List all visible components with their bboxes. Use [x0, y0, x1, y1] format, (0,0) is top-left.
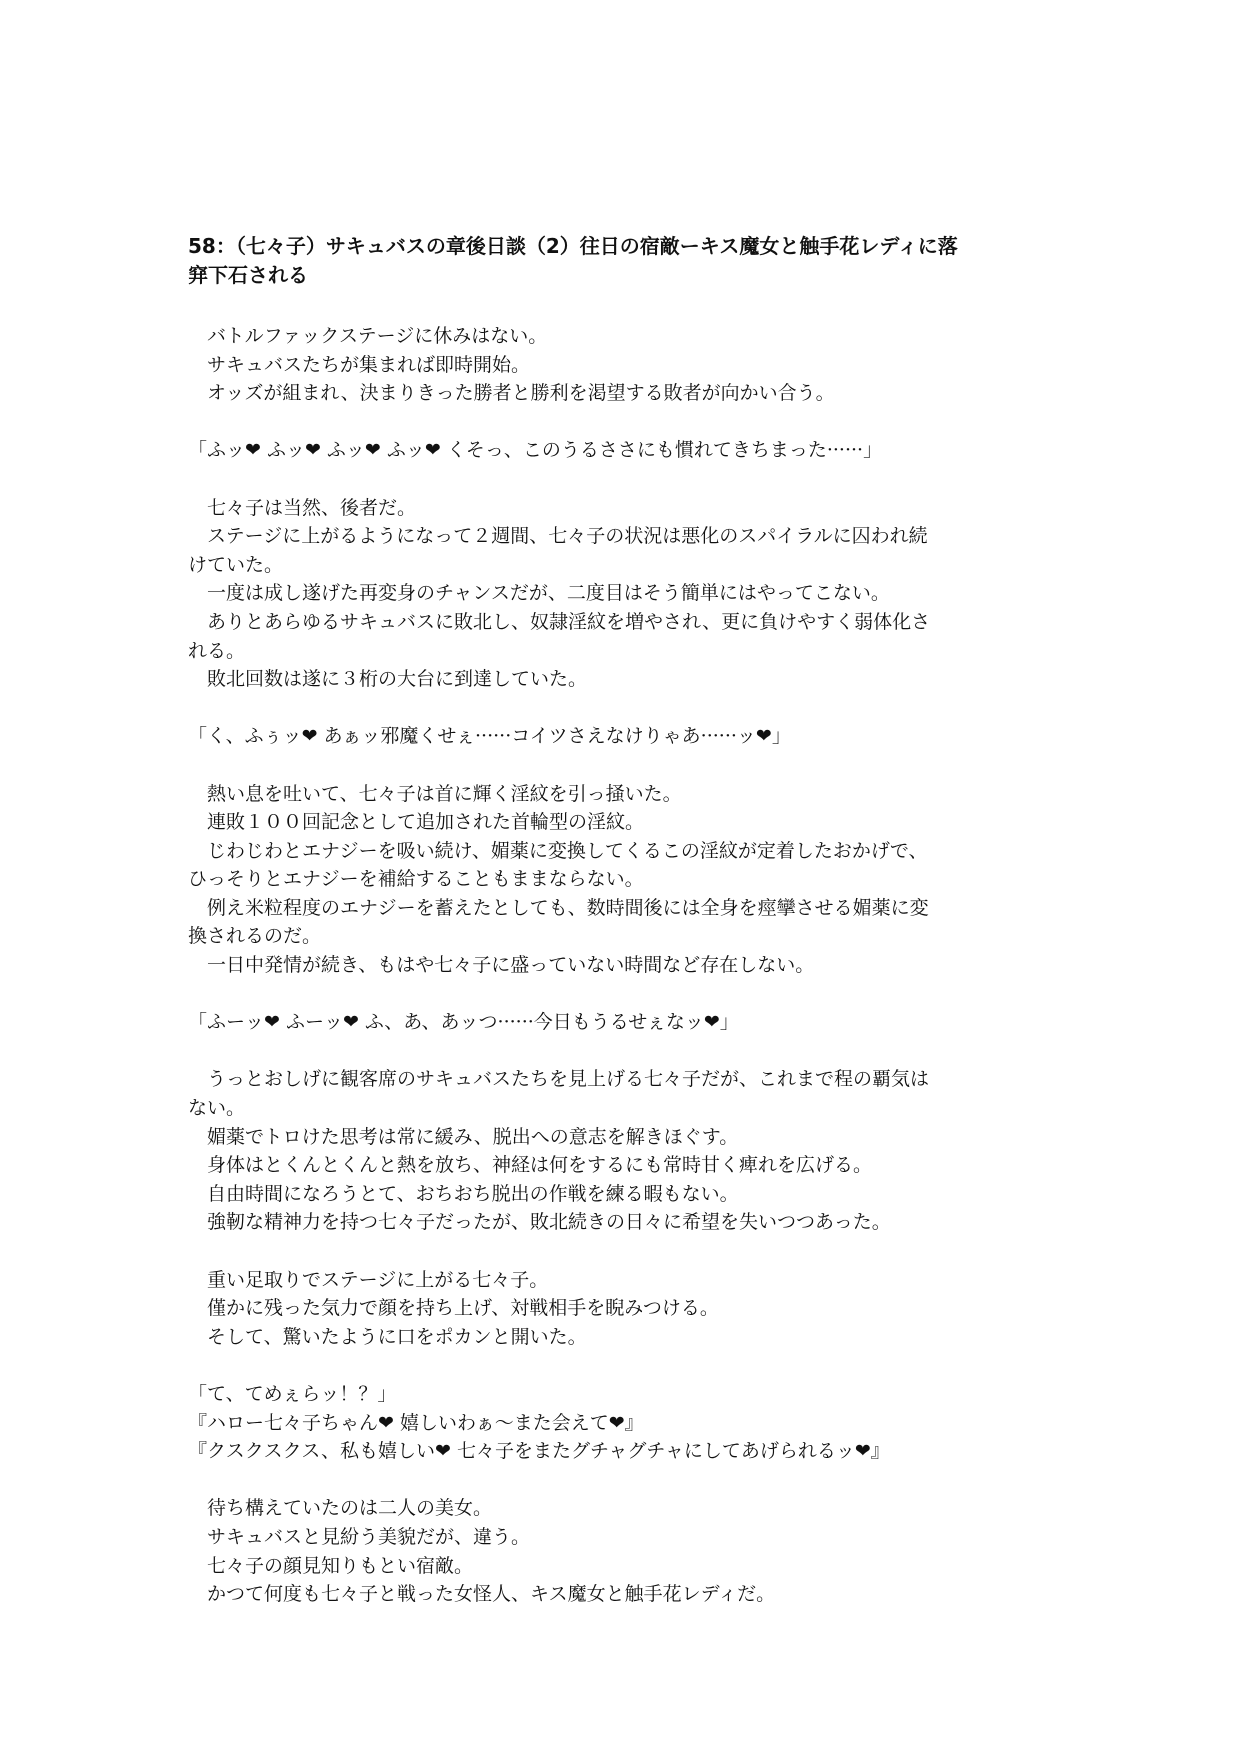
paragraph-line: 身体はとくんとくんと熱を放ち、神経は何をするにも常時甘く痺れを広げる。 — [188, 1154, 873, 1177]
paragraph-line: バトルファックステージに休みはない。 — [188, 325, 548, 347]
blank-line — [188, 980, 1058, 1009]
blank-line — [188, 1351, 1058, 1380]
paragraph-line: うっとおしげに観客席のサキュバスたちを見上げる七々子だが、これまで程の覇気は — [188, 1068, 930, 1091]
paragraph-line: ありとあらゆるサキュバスに敗北し、奴隷淫紋を増やされ、更に負けやすく弱体化さ — [188, 610, 931, 633]
dialogue-line: 『クスクスクス、私も嬉しい❤ 七々子をまたグチャグチャにしてあげられるッ❤』 — [188, 1440, 890, 1463]
chapter-title: 58：（七々子）サキュバスの章後日談（2）往日の宿敵ーキス魔女と触手花レディに落 穽下石される — [188, 234, 958, 287]
paragraph-line: じわじわとエナジーを吸い続け、媚薬に変換してくるこの淫紋が定着したおかげで、 — [188, 839, 928, 862]
blank-line — [188, 1237, 1058, 1266]
document-page — [188, 232, 1058, 1609]
blank-line — [188, 1466, 1058, 1495]
paragraph-line: 僅かに残った気力で顔を持ち上げ、対戦相手を睨みつける。 — [188, 1297, 719, 1320]
paragraph-line: 媚薬でトロけた思考は常に緩み、脱出への意志を解きほぐす。 — [188, 1125, 739, 1148]
dialogue-line: 『ハロー七々子ちゃん❤ 嬉しいわぁ～また会えて❤』 — [188, 1411, 644, 1434]
paragraph-line: けていた。 — [188, 553, 284, 576]
paragraph-line: れる。 — [188, 639, 246, 662]
paragraph-line: 連敗１００回記念として追加された首輪型の淫紋。 — [188, 811, 645, 834]
blank-line — [188, 1037, 1058, 1066]
dialogue-line: 「て、てめぇらッ！？」 — [188, 1382, 397, 1405]
blank-line — [188, 694, 1058, 723]
paragraph-line: 七々子は当然、後者だ。 — [188, 496, 417, 519]
paragraph-line: ひっそりとエナジーを補給することもままならない。 — [188, 868, 644, 891]
paragraph-line: ない。 — [188, 1097, 246, 1120]
paragraph-line: 一日中発情が続き、もはや七々子に盛っていない時間など存在しない。 — [188, 954, 815, 977]
paragraph-line: 強靭な精神力を持つ七々子だったが、敗北続きの日々に希望を失いつつあった。 — [188, 1211, 891, 1234]
paragraph-line: 例え米粒程度のエナジーを蓄えたとしても、数時間後には全身を痙攣させる媚薬に変 — [188, 896, 929, 919]
paragraph-line: かつて何度も七々子と戦った女怪人、キス魔女と触手花レディだ。 — [188, 1583, 776, 1606]
paragraph-line: そして、驚いたように口をポカンと開いた。 — [188, 1325, 587, 1348]
paragraph-line: 待ち構えていたのは二人の美女。 — [188, 1497, 493, 1520]
paragraph-line: サキュバスと見紛う美貌だが、違う。 — [188, 1525, 531, 1548]
dialogue-line: 「ふッ❤ ふッ❤ ふッ❤ ふッ❤ くそっ、このうるささにも慣れてきちまった······」 — [188, 439, 883, 462]
document-body — [188, 322, 1058, 1609]
blank-line — [188, 408, 1058, 437]
blank-line — [188, 465, 1058, 494]
paragraph-line: 一度は成し遂げた再変身のチャンスだが、二度目はそう簡単にはやってこない。 — [188, 582, 890, 605]
paragraph-line: 熱い息を吐いて、七々子は首に輝く淫紋を引っ掻いた。 — [188, 782, 682, 805]
paragraph-line: 敗北回数は遂に３桁の大台に到達していた。 — [188, 668, 588, 691]
dialogue-line: 「く、ふぅッ❤ あぁッ邪魔くせぇ······コイツさえなけりゃあ······ッ❤」 — [188, 725, 791, 748]
blank-line — [188, 751, 1058, 780]
paragraph-line: オッズが組まれ、決まりきった勝者と勝利を渇望する敗者が向かい合う。 — [188, 382, 835, 405]
paragraph-line: 七々子の顔見知りもとい宿敵。 — [188, 1554, 474, 1577]
dialogue-line: 「ふーッ❤ ふーッ❤ ふ、あ、あッつ······今日もうるせぇなッ❤」 — [188, 1011, 739, 1034]
paragraph-line: ステージに上がるようになって２週間、七々子の状況は悪化のスパイラルに囚われ続 — [188, 525, 928, 548]
paragraph-line: 重い足取りでステージに上がる七々子。 — [188, 1268, 549, 1291]
paragraph-line: サキュバスたちが集まれば即時開始。 — [188, 353, 531, 376]
paragraph-line: 換されるのだ。 — [188, 925, 322, 948]
paragraph-line: 自由時間になろうとて、おちおち脱出の作戦を練る暇もない。 — [188, 1182, 739, 1205]
